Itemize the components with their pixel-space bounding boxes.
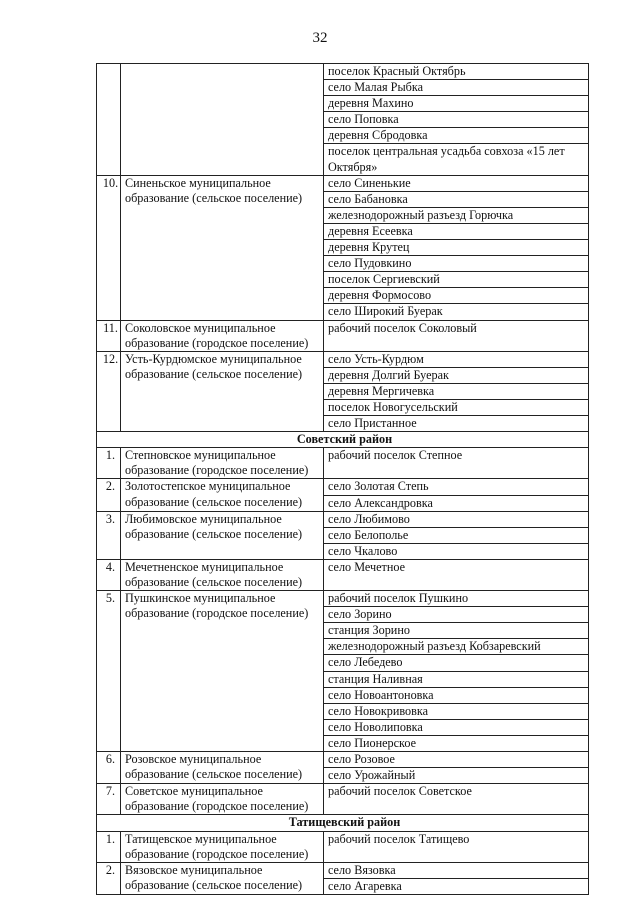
row-number: 3.	[97, 511, 121, 559]
row-number: 5.	[97, 591, 121, 752]
settlement-name: железнодорожный разъезд Кобзаревский	[324, 639, 589, 655]
settlement-name: поселок Красный Октябрь	[324, 64, 589, 80]
table-row	[97, 559, 589, 590]
settlement-name: железнодорожный разъезд Горючка	[324, 207, 589, 223]
settlement-name: село Вязовка	[324, 862, 589, 878]
settlement-name: деревня Мергичевка	[324, 383, 589, 399]
municipality-name: Пушкинское муниципальное образование (городское поселение)	[121, 591, 324, 752]
row-number: 1.	[97, 448, 121, 479]
settlement-name: рабочий поселок Советское	[324, 784, 589, 815]
settlement-name: рабочий поселок Соколовый	[324, 320, 589, 351]
table-row	[97, 784, 589, 815]
table-row	[97, 175, 589, 191]
settlement-name: село Пудовкино	[324, 256, 589, 272]
table-row	[97, 320, 589, 351]
settlement-name: село Белополье	[324, 527, 589, 543]
settlement-name: рабочий поселок Степное	[324, 448, 589, 479]
row-number: 7.	[97, 784, 121, 815]
settlement-name: село Пионерское	[324, 735, 589, 751]
settlement-name: деревня Есеевка	[324, 223, 589, 239]
municipality-name: Татищевское муниципальное образование (городское поселение)	[121, 831, 324, 862]
municipality-name: Мечетненское муниципальное образование (сельское поселение)	[121, 559, 324, 590]
settlement-name: село Золотая Степь	[324, 479, 589, 495]
row-number: 10.	[97, 175, 121, 320]
settlement-name: село Синенькие	[324, 175, 589, 191]
municipality-name: Синеньское муниципальное образование (сельское поселение)	[121, 175, 324, 320]
settlement-name: станция Наливная	[324, 671, 589, 687]
district-header-row	[97, 815, 589, 831]
municipality-name: Соколовское муниципальное образование (городское поселение)	[121, 320, 324, 351]
settlement-name: деревня Махино	[324, 96, 589, 112]
settlement-name: рабочий поселок Пушкино	[324, 591, 589, 607]
settlement-name: село Поповка	[324, 112, 589, 128]
table-row	[97, 448, 589, 479]
settlement-name: поселок Сергиевский	[324, 272, 589, 288]
district-header-row	[97, 432, 589, 448]
table-body	[97, 64, 589, 895]
district-title: Татищевский район	[97, 815, 589, 831]
table-row	[97, 831, 589, 862]
settlement-name: село Пристанное	[324, 416, 589, 432]
table-row	[97, 479, 589, 495]
settlement-name: село Любимово	[324, 511, 589, 527]
settlement-name: село Розовое	[324, 752, 589, 768]
municipality-name: Золотостепское муниципальное образование (сельское поселение)	[121, 479, 324, 511]
settlement-name: станция Зорино	[324, 623, 589, 639]
settlement-name: деревня Долгий Буерак	[324, 367, 589, 383]
row-number: 12.	[97, 351, 121, 431]
row-number	[97, 64, 121, 176]
row-number: 2.	[97, 862, 121, 894]
settlement-name: село Урожайный	[324, 768, 589, 784]
municipality-name: Вязовское муниципальное образование (сельское поселение)	[121, 862, 324, 894]
settlement-name: село Александровка	[324, 495, 589, 511]
table-row	[97, 64, 589, 80]
settlement-name: село Мечетное	[324, 559, 589, 590]
settlement-name: село Чкалово	[324, 543, 589, 559]
municipality-name: Любимовское муниципальное образование (сельское поселение)	[121, 511, 324, 559]
district-title: Советский район	[97, 432, 589, 448]
table-row	[97, 511, 589, 527]
row-number: 2.	[97, 479, 121, 511]
settlements-table	[96, 63, 589, 895]
settlement-name: село Агаревка	[324, 878, 589, 894]
settlement-name: село Новолиповка	[324, 719, 589, 735]
settlement-name: село Малая Рыбка	[324, 80, 589, 96]
municipality-name: Розовское муниципальное образование (сельское поселение)	[121, 752, 324, 784]
row-number: 6.	[97, 752, 121, 784]
page-number: 32	[312, 30, 328, 46]
settlement-name: село Усть-Курдюм	[324, 351, 589, 367]
municipality-name: Советское муниципальное образование (городское поселение)	[121, 784, 324, 815]
settlement-name: село Широкий Буерак	[324, 304, 589, 320]
settlement-name: поселок центральная усадьба совхоза «15 лет Октября»	[324, 144, 589, 175]
table-row	[97, 752, 589, 768]
settlement-name: село Бабановка	[324, 191, 589, 207]
municipality-name: Степновское муниципальное образование (городское поселение)	[121, 448, 324, 479]
settlement-name: село Новоантоновка	[324, 687, 589, 703]
settlement-name: поселок Новогусельский	[324, 399, 589, 415]
settlement-name: рабочий поселок Татищево	[324, 831, 589, 862]
table-row	[97, 351, 589, 367]
settlement-name: село Зорино	[324, 607, 589, 623]
municipality-name	[121, 64, 324, 176]
municipality-name: Усть-Курдюмское муниципальное образование (сельское поселение)	[121, 351, 324, 431]
row-number: 11.	[97, 320, 121, 351]
table-row	[97, 862, 589, 878]
settlement-name: деревня Сбродовка	[324, 128, 589, 144]
settlement-name: село Лебедево	[324, 655, 589, 671]
settlement-name: деревня Крутец	[324, 240, 589, 256]
row-number: 4.	[97, 559, 121, 590]
settlement-name: село Новокривовка	[324, 703, 589, 719]
settlement-name: деревня Формосово	[324, 288, 589, 304]
table-row	[97, 591, 589, 607]
row-number: 1.	[97, 831, 121, 862]
